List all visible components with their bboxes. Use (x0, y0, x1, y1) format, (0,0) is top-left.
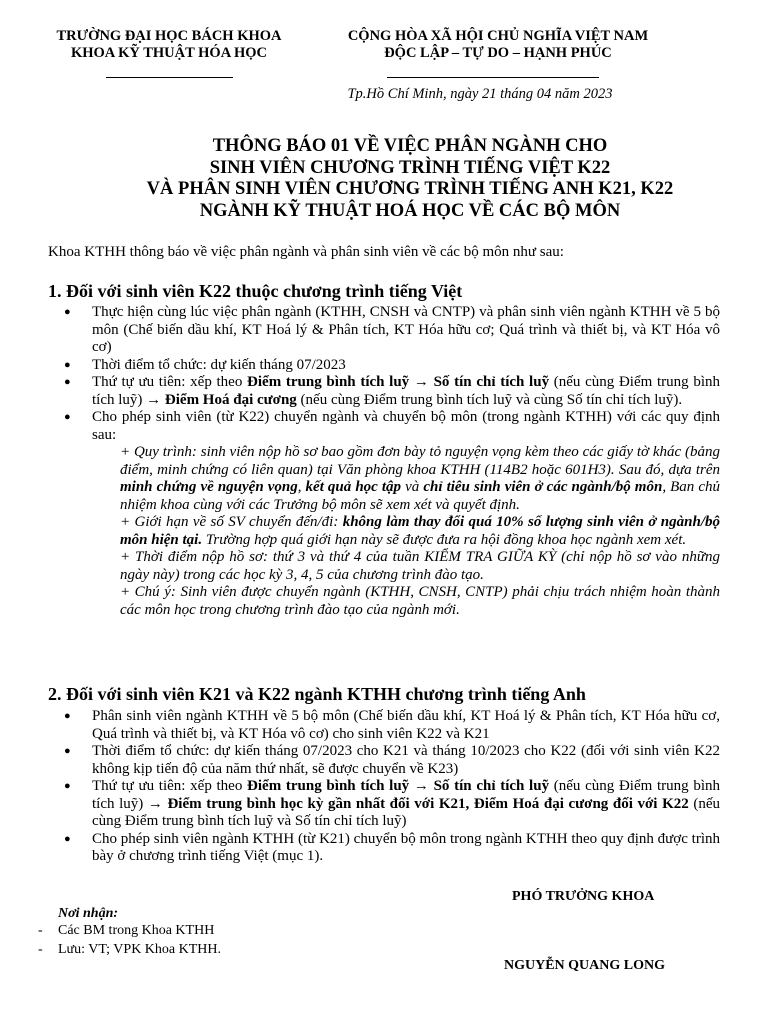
sub-item-process: + Quy trình: sinh viên nộp hồ sơ bao gồm đơn bày tỏ nguyện vọng kèm theo các giấy tờ khác (bảng điểm, minh chứng có liên quan) tại Văn phòng khoa KTHH (114B2 hoặc 601H3). Sau đó, dựa trên minh chứng về nguyện vọng, kết quả học tập và chỉ tiêu sinh viên ở các ngành/bộ môn, Ban chủ nhiệm khoa cùng với các Trưởng bộ môn sẽ xem xét và quyết định. (120, 444, 721, 513)
list-item: ● Thứ tự ưu tiên: xếp theo Điểm trung bình tích luỹ → Số tín chỉ tích luỹ (nếu cùng Điểm trung bình tích luỹ) → Điểm Hoá đại cương (nếu cùng Điểm trung bình tích luỹ và cùng Số tín chỉ tích luỹ). (64, 374, 720, 409)
section-1-list (64, 304, 720, 619)
faculty-name: KHOA KỸ THUẬT HÓA HỌC (70, 45, 268, 61)
title-line-4: NGÀNH KỸ THUẬT HOÁ HỌC VỀ CÁC BỘ MÔN (199, 200, 621, 221)
header-right-rule (387, 77, 599, 78)
sub-item-limit: + Giới hạn về số SV chuyển đến/đi: không làm thay đổi quá 10% số lượng sinh viên ở ngành/bộ môn hiện tại. Trường hợp quá giới hạn này sẽ được đưa ra hội đồng khoa học ngành xem xét. (120, 514, 720, 548)
title-line-2: SINH VIÊN CHƯƠNG TRÌNH TIẾNG VIỆT K22 (209, 157, 611, 178)
list-item: ● Cho phép sinh viên ngành KTHH (từ K21) chuyển bộ môn trong ngành KTHH theo quy định được trình bày ở chương trình tiếng Việt (mục 1). (64, 831, 720, 866)
title-line-3: VÀ PHÂN SINH VIÊN CHƯƠNG TRÌNH TIẾNG ANH K21, K22 (146, 179, 674, 199)
list-item: ● Thực hiện cùng lúc việc phân ngành (KTHH, CNSH và CNTP) và phân sinh viên ngành KTHH về 5 bộ môn (Chế biến dầu khí, KT Hoá lý & Phân tích, KT Hóa hữu cơ; Quá trình và thiết bị, và KT Hóa vô cơ) (64, 304, 720, 357)
header-right (318, 28, 678, 62)
title-line-1: THÔNG BÁO 01 VỀ VIỆC PHÂN NGÀNH CHO (212, 136, 608, 156)
list-item: ● Thời điểm tổ chức: dự kiến tháng 07/2023 (64, 357, 720, 375)
list-item: ● Thứ tự ưu tiên: xếp theo Điểm trung bình tích luỹ → Số tín chỉ tích luỹ (nếu cùng Điểm trung bình tích luỹ) → Điểm trung bình học kỳ gần nhất đối với K21, Điểm Hoá đại cương đối với K22 (nếu cùng Điểm trung bình tích luỹ và Số tín chỉ tích luỹ) (64, 778, 720, 831)
sub-item-submission-time: + Thời điểm nộp hồ sơ: thứ 3 và thứ 4 của tuần KIỂM TRA GIỮA KỲ (chỉ nộp hồ sơ vào những ngày này) trong các học kỳ 3, 4, 5 của chương trình đào tạo. (120, 549, 720, 583)
section-2-heading: 2. Đối với sinh viên K21 và K22 ngành KTHH chương trình tiếng Anh (48, 684, 586, 704)
signer-name: NGUYỄN QUANG LONG (504, 958, 666, 973)
recipient-item: - Các BM trong Khoa KTHH (38, 921, 221, 940)
section-2-list (64, 708, 720, 866)
intro-paragraph: Khoa KTHH thông báo về việc phân ngành và phân sinh viên về các bộ môn như sau: (48, 244, 564, 260)
section-1-heading: 1. Đối với sinh viên K22 thuộc chương trình tiếng Việt (48, 281, 463, 301)
national-motto: ĐỘC LẬP – TỰ DO – HẠNH PHÚC (384, 45, 612, 61)
recipients-list (38, 921, 221, 959)
list-item: ● Thời điểm tổ chức: dự kiến tháng 07/2023 cho K21 và tháng 10/2023 cho K22 (đối với sinh viên K22 không kịp tiến độ của năm thứ nhất, sẽ được chuyển về K23) (64, 743, 720, 778)
national-title: CỘNG HÒA XÃ HỘI CHỦ NGHĨA VIỆT NAM (347, 28, 649, 44)
university-name: TRƯỜNG ĐẠI HỌC BÁCH KHOA (56, 28, 282, 44)
signer-title: PHÓ TRƯỞNG KHOA (512, 889, 655, 904)
header-left-rule (106, 77, 233, 78)
document-date: Tp.Hồ Chí Minh, ngày 21 tháng 04 năm 2023 (347, 86, 613, 102)
document-title (0, 136, 768, 222)
sub-item-note: + Chú ý: Sinh viên được chuyển ngành (KTHH, CNSH, CNTP) phải chịu trách nhiệm hoàn thành các môn học trong chương trình đào tạo của ngành mới. (120, 584, 720, 618)
list-item: ● Cho phép sinh viên (từ K22) chuyển ngành và chuyển bộ môn (trong ngành KTHH) với các quy định sau: + Quy trình: sinh viên nộp hồ sơ bao gồm đơn bày tỏ nguyện vọng kèm theo các giấy tờ khác (bảng điểm, minh chứng có liên quan) tại Văn phòng khoa KTHH (114B2 hoặc 601H3). Sau đó, dựa trên minh chứng về nguyện vọng, kết quả học tập và chỉ tiêu sinh viên ở các ngành/bộ môn, Ban chủ nhiệm khoa cùng với các Trưởng bộ môn sẽ xem xét và quyết định. + Giới hạn về số SV chuyển đến/đi: không làm thay đổi quá 10% số lượng sinh viên ở ngành/bộ môn hiện tại. Trường hợp quá giới hạn này sẽ được đưa ra hội đồng khoa học ngành xem xét. + Thời điểm nộp hồ sơ: thứ 3 và thứ 4 của tuần KIỂM TRA GIỮA KỲ (chỉ nộp hồ sơ vào những ngày này) trong các học kỳ 3, 4, 5 của chương trình đào tạo. + Chú ý: Sinh viên được chuyển ngành (KTHH, CNSH, CNTP) phải chịu trách nhiệm hoàn thành các môn học trong chương trình đào tạo của ngành mới. (64, 409, 720, 619)
list-item: ● Phân sinh viên ngành KTHH về 5 bộ môn (Chế biến dầu khí, KT Hoá lý & Phân tích, KT Hóa hữu cơ, Quá trình và thiết bị, và KT Hóa vô cơ) cho sinh viên K22 và K21 (64, 708, 720, 743)
recipient-item: - Lưu: VT; VPK Khoa KTHH. (38, 940, 221, 959)
header-left (40, 28, 298, 62)
recipients-label: Nơi nhận: (58, 906, 119, 921)
